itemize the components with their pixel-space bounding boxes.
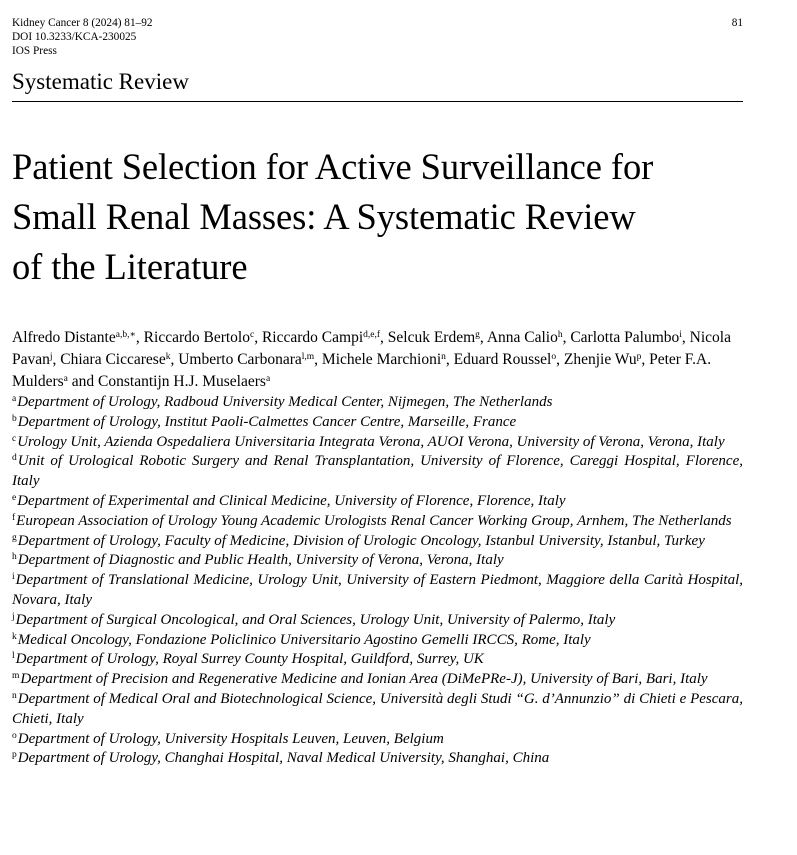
affiliation-text: Department of Urology, University Hospitals Leuven, Leuven, Belgium: [17, 730, 444, 747]
author: [60, 351, 178, 368]
author-name: Chiara Ciccarese: [60, 351, 166, 368]
author-separator: ,: [641, 351, 650, 368]
article-title: [12, 142, 752, 292]
affiliation-key: f: [12, 512, 16, 523]
author-separator: ,: [314, 351, 322, 368]
affiliation-key: c: [12, 433, 17, 444]
author: [454, 351, 564, 368]
affiliation-text: Unit of Urological Robotic Surgery and Renal Transplantation, University of Florence, Careggi Hospital, Florence, Italy: [12, 453, 743, 490]
affiliation-text: Department of Experimental and Clinical Medicine, University of Florence, Florence, Italy: [17, 492, 566, 509]
page-number: 81: [731, 17, 743, 29]
author-name: Riccardo Campi: [261, 329, 364, 346]
author: [178, 351, 322, 368]
author-affiliation-marker: o: [551, 352, 557, 362]
affiliation-text: European Association of Urology Young Academic Urologists Renal Cancer Working Group, Arnhem, The Netherlands: [16, 512, 732, 529]
author: [388, 329, 487, 346]
affiliation-key: a: [12, 394, 17, 404]
affiliation: [12, 571, 743, 611]
author-name: Peter F.A. Mulders: [12, 351, 712, 390]
affiliation-text: Department of Surgical Oncological, and Oral Sciences, Urology Unit, University of Palermo, Italy: [15, 611, 616, 628]
author-affiliation-marker: l,m: [301, 352, 315, 362]
author-affiliation-marker: g: [475, 330, 480, 340]
author-affiliation-marker: p: [636, 352, 642, 362]
author-affiliation-marker: n: [441, 352, 446, 362]
affiliation-key: l: [12, 651, 15, 662]
author: [12, 329, 144, 346]
affiliation: [12, 512, 743, 532]
affiliation: [12, 650, 743, 670]
title-line: Small Renal Masses: A Systematic Review: [12, 196, 636, 237]
author-affiliation-marker: c: [250, 330, 255, 340]
article-type-heading: Systematic Review: [12, 67, 743, 102]
author-separator: ,: [135, 329, 144, 346]
author-name: Umberto Carbonara: [178, 351, 302, 368]
author: [564, 351, 649, 368]
author: [98, 373, 270, 390]
author-affiliation-marker: a: [63, 374, 68, 384]
affiliation-key: p: [12, 750, 17, 761]
author-name: Anna Calio: [486, 329, 558, 346]
publisher: IOS Press: [12, 45, 57, 57]
affiliation-key: d: [12, 453, 17, 464]
affiliation: [12, 393, 743, 413]
author-name: Riccardo Bertolo: [143, 329, 250, 346]
affiliation-key: h: [12, 552, 17, 563]
author-separator: ,: [380, 329, 388, 346]
affiliation: [12, 433, 743, 453]
affiliation: [12, 730, 743, 750]
author-affiliation-marker: a,b,∗: [115, 330, 136, 340]
affiliation-key: i: [12, 572, 15, 583]
affiliation: [12, 413, 743, 433]
author-affiliation-marker: d,e,f: [363, 330, 381, 340]
affiliation-text: Medical Oncology, Fondazione Policlinico Universitario Agostino Gemelli IRCCS, Rome, Italy: [17, 631, 591, 648]
affiliation: [12, 749, 743, 769]
author-name: Zhenjie Wu: [563, 351, 637, 368]
affiliation-text: Department of Urology, Institut Paoli-Calmettes Cancer Centre, Marseille, France: [17, 413, 517, 430]
author-name: Nicola Pavan: [12, 329, 731, 368]
affiliation-key: n: [12, 690, 17, 701]
affiliation-text: Department of Urology, Royal Surrey County Hospital, Guildford, Surrey, UK: [15, 651, 484, 668]
affiliation: [12, 611, 743, 631]
affiliation-text: Department of Precision and Regenerative Medicine and Ionian Area (DiMePRe-J), University of Bari, Bari, Italy: [20, 671, 708, 688]
author-affiliation-marker: j: [49, 352, 53, 362]
author-separator: ,: [681, 329, 690, 346]
title-line: Patient Selection for Active Surveillance for: [12, 146, 654, 187]
affiliation-text: Department of Translational Medicine, Urology Unit, University of Eastern Piedmont, Maggiore della Carità Hospital, Novara, Italy: [12, 572, 743, 608]
affiliation-text: Department of Medical Oral and Biotechnological Science, Università degli Studi “G. d’Annunzio” di Chieti e Pescara, Chieti, Italy: [12, 690, 743, 727]
author-name: Eduard Roussel: [453, 351, 552, 368]
author-name: Alfredo Distante: [12, 329, 116, 346]
journal-citation: Kidney Cancer 8 (2024) 81–92: [12, 17, 153, 29]
author-separator: and: [67, 373, 99, 390]
doi: DOI 10.3233/KCA-230025: [12, 31, 137, 43]
affiliation-key: m: [12, 671, 20, 682]
author-separator: ,: [170, 351, 179, 368]
affiliation-key: b: [12, 413, 17, 424]
affiliation-key: o: [12, 730, 17, 741]
author-name: Michele Marchioni: [321, 351, 442, 368]
author: [322, 351, 454, 368]
affiliation-text: Department of Urology, Faculty of Medicine, Division of Urologic Oncology, Istanbul University, Istanbul, Turkey: [17, 532, 705, 549]
author-affiliation-marker: a: [265, 374, 271, 384]
author: [487, 329, 571, 346]
author-separator: ,: [52, 351, 61, 368]
affiliation: [12, 551, 743, 571]
article-first-page: [12, 0, 743, 855]
affiliation: [12, 690, 743, 730]
affiliation: [12, 532, 743, 552]
author: [144, 329, 262, 346]
author-separator: ,: [479, 329, 487, 346]
author-affiliation-marker: k: [165, 352, 171, 362]
author: [570, 329, 689, 346]
affiliation-key: j: [12, 611, 15, 622]
author-name: Constantijn H.J. Muselaers: [98, 373, 266, 390]
author: [262, 329, 388, 346]
author-separator: ,: [556, 351, 564, 368]
title-line: of the Literature: [12, 246, 248, 287]
affiliation: [12, 492, 743, 512]
author-name: Selcuk Erdem: [387, 329, 476, 346]
affiliation-text: Urology Unit, Azienda Ospedaliera Universitaria Integrata Verona, AUOI Verona, University of Verona, Verona, Italy: [17, 433, 725, 450]
journal-info: [12, 16, 153, 58]
affiliation-text: Department of Diagnostic and Public Health, University of Verona, Verona, Italy: [17, 552, 504, 569]
affiliation-key: e: [12, 492, 17, 503]
author-affiliation-marker: h: [557, 330, 563, 340]
author-name: Carlotta Palumbo: [570, 329, 680, 346]
affiliation: [12, 452, 743, 492]
author-list: [12, 327, 748, 393]
affiliation: [12, 670, 743, 690]
affiliation: [12, 631, 743, 651]
author-separator: ,: [254, 329, 262, 346]
affiliation-key: g: [12, 532, 17, 543]
author-separator: ,: [562, 329, 571, 346]
affiliation-list: [12, 393, 743, 769]
affiliation-text: Department of Urology, Radboud University Medical Center, Nijmegen, The Netherlands: [17, 394, 553, 410]
affiliation-key: k: [12, 631, 17, 642]
author-separator: ,: [445, 351, 454, 368]
author-affiliation-marker: i: [679, 330, 682, 340]
affiliation-text: Department of Urology, Changhai Hospital, Naval Medical University, Shanghai, China: [17, 750, 550, 767]
